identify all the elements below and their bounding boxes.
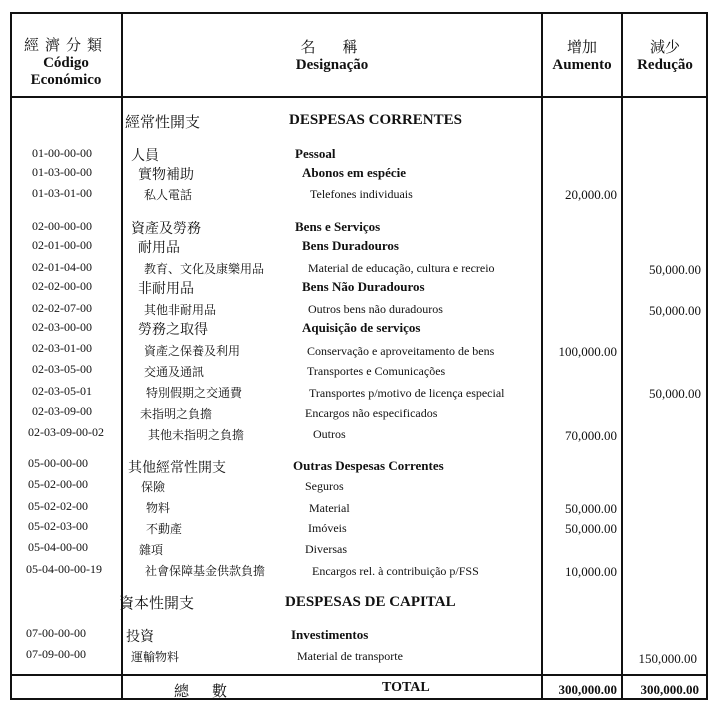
header-code-pt-1: Código — [43, 55, 89, 71]
row-increase: 70,000.00 — [565, 428, 617, 443]
row-pt: Bens Não Duradouros — [302, 279, 425, 294]
row-code: 07-09-00-00 — [26, 647, 86, 661]
row-pt: Conservação e aproveitamento de bens — [307, 344, 495, 358]
row-decrease: 50,000.00 — [649, 386, 701, 401]
row-code: 07-00-00-00 — [26, 626, 86, 640]
row-code: 05-02-00-00 — [28, 477, 88, 491]
row-code: 05-00-00-00 — [28, 456, 88, 470]
row-zh: 耐用品 — [138, 241, 180, 256]
row-code: 02-03-09-00-02 — [28, 425, 104, 439]
row-code: 05-04-00-00-19 — [26, 562, 102, 576]
total-increase: 300,000.00 — [558, 682, 617, 697]
row-pt: Outros — [313, 427, 346, 441]
header-inc-zh: 增加 — [566, 40, 597, 56]
row-zh: 運輸物料 — [131, 650, 180, 664]
row-code: 05-04-00-00 — [28, 540, 88, 554]
row-zh: 特別假期之交通費 — [146, 386, 243, 400]
row-code: 02-02-00-00 — [32, 279, 92, 293]
row-pt: Encargos rel. à contribuição p/FSS — [312, 564, 479, 578]
row-code: 02-02-07-00 — [32, 301, 92, 315]
row-pt: Encargos não especificados — [305, 406, 438, 420]
header-increase — [543, 40, 621, 74]
row-zh: 未指明之負擔 — [140, 407, 213, 421]
section-current-zh: 經常性開支 — [125, 115, 201, 131]
row-pt: Diversas — [305, 542, 347, 556]
total-decrease: 300,000.00 — [640, 682, 699, 697]
row-code: 01-03-01-00 — [32, 186, 92, 200]
row-zh: 人員 — [131, 149, 159, 164]
row-code: 01-03-00-00 — [32, 165, 92, 179]
row-pt: Material — [309, 501, 350, 515]
row-code: 02-01-00-00 — [32, 238, 92, 252]
row-increase: 50,000.00 — [565, 501, 617, 516]
section-current-pt: DESPESAS CORRENTES — [289, 112, 462, 128]
header-code-pt-2: Económico — [30, 72, 102, 88]
row-zh: 保險 — [141, 480, 166, 494]
row-code: 02-01-04-00 — [32, 260, 92, 274]
row-code: 02-03-01-00 — [32, 341, 92, 355]
row-pt: Transportes e Comunicações — [307, 364, 446, 378]
row-zh: 雜項 — [139, 543, 164, 557]
row-code: 02-03-09-00 — [32, 404, 92, 418]
row-decrease: 50,000.00 — [649, 303, 701, 318]
row-zh: 教育、文化及康樂用品 — [144, 262, 265, 276]
row-zh: 其他未指明之負擔 — [148, 428, 245, 442]
row-zh: 私人電話 — [144, 188, 193, 202]
row-pt: Seguros — [305, 479, 344, 493]
row-zh: 交通及通訊 — [144, 365, 205, 379]
header-designation — [123, 40, 541, 74]
header-rule — [10, 96, 708, 98]
row-pt: Bens e Serviços — [295, 219, 381, 234]
column-divider — [621, 12, 623, 700]
row-pt: Material de educação, cultura e recreio — [308, 261, 495, 275]
row-code: 02-03-00-00 — [32, 320, 92, 334]
row-increase: 10,000.00 — [565, 564, 617, 579]
row-code: 05-02-03-00 — [28, 519, 88, 533]
row-pt: Telefones individuais — [310, 187, 413, 201]
row-zh: 其他經常性開支 — [128, 461, 226, 476]
header-dec-pt: Redução — [637, 57, 693, 73]
section-capital-zh: 資本性開支 — [119, 596, 195, 612]
row-zh: 其他非耐用品 — [144, 303, 217, 317]
row-pt: Investimentos — [291, 627, 369, 642]
row-increase: 50,000.00 — [565, 521, 617, 536]
row-pt: Abonos em espécie — [302, 165, 406, 180]
row-zh: 物料 — [146, 501, 171, 515]
row-pt: Outras Despesas Correntes — [293, 458, 444, 473]
total-zh: 總 數 — [174, 684, 232, 700]
row-pt: Aquisição de serviços — [302, 320, 421, 335]
row-pt: Pessoal — [295, 146, 336, 161]
header-name-zh: 名 稱 — [300, 40, 364, 56]
header-code-zh: 經濟分類 — [23, 38, 108, 54]
row-decrease: 50,000.00 — [649, 262, 701, 277]
total-rule — [10, 674, 708, 676]
row-code: 05-02-02-00 — [28, 499, 88, 513]
header-inc-pt: Aumento — [552, 57, 612, 73]
row-pt: Material de transporte — [297, 649, 403, 663]
header-name-pt: Designação — [295, 57, 369, 73]
header-decrease — [623, 40, 707, 74]
row-code: 02-00-00-00 — [32, 219, 92, 233]
row-zh: 投資 — [126, 630, 154, 645]
header-code — [12, 38, 120, 89]
row-code: 02-03-05-00 — [32, 362, 92, 376]
row-pt: Transportes p/motivo de licença especial — [309, 386, 505, 400]
row-zh: 資產及勞務 — [131, 222, 201, 237]
row-decrease: 150,000.00 — [638, 651, 697, 666]
row-zh: 社會保障基金供款負擔 — [145, 564, 266, 578]
row-zh: 實物補助 — [138, 168, 194, 183]
total-label: TOTAL — [382, 680, 430, 695]
row-code: 02-03-05-01 — [32, 384, 92, 398]
row-zh: 不動產 — [146, 522, 183, 536]
section-capital-pt: DESPESAS DE CAPITAL — [285, 594, 456, 610]
row-pt: Bens Duradouros — [302, 238, 399, 253]
row-pt: Outros bens não duradouros — [308, 302, 443, 316]
row-zh: 勞務之取得 — [138, 323, 208, 338]
row-increase: 100,000.00 — [558, 344, 617, 359]
row-pt: Imóveis — [308, 521, 347, 535]
header-dec-zh: 減少 — [649, 40, 680, 56]
row-code: 01-00-00-00 — [32, 146, 92, 160]
row-zh: 非耐用品 — [138, 282, 194, 297]
row-increase: 20,000.00 — [565, 187, 617, 202]
row-zh: 資產之保養及利用 — [144, 344, 241, 358]
